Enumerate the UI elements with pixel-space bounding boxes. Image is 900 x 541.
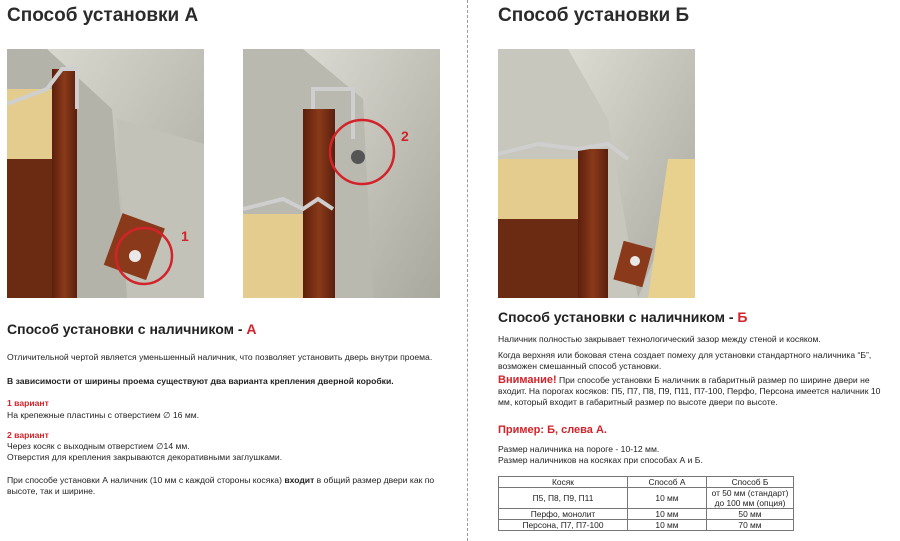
table-row: Персона, П7, П7-100 10 мм 70 мм xyxy=(499,520,794,531)
variant-2-title: 2 вариант xyxy=(7,430,49,440)
variant-2-marker: 2 xyxy=(401,128,409,144)
method-a-description: Отличительной чертой является уменьшенный наличник, что позволяет установить дверь внутри проема. xyxy=(7,352,433,362)
casing-size-table xyxy=(498,476,794,531)
method-b-description: Наличник полностью закрывает технологический зазор между стеной и косяком. xyxy=(498,334,821,344)
header-method-b: Способ Б xyxy=(707,477,794,488)
example-title: Пример: Б, слева А. xyxy=(498,424,607,436)
method-a-size-note: При способе установки А наличник (10 мм с каждой стороны косяка) входит в общий размер двери как по высоте, так и ширине. xyxy=(7,475,435,496)
method-b-subtitle: Способ установки с наличником - Б xyxy=(498,309,748,325)
variant-1-marker: 1 xyxy=(181,228,189,244)
variant-1-text: На крепежные пластины с отверстием ∅ 16 мм. xyxy=(7,410,200,420)
photo-method-b xyxy=(498,49,695,298)
variant-2-line1: Через косяк с выходным отверстием ∅14 мм. xyxy=(7,441,190,451)
variant-2-line2: Отверстия для крепления закрываются декоративными заглушками. xyxy=(7,452,283,462)
warning-label: Внимание! xyxy=(498,374,557,386)
table-row: П5, П8, П9, П11 10 мм от 50 мм (стандарт) до 100 мм (опция) xyxy=(499,488,794,509)
method-b-letter: Б xyxy=(737,309,748,325)
jamb-size-note: Размер наличников на косяках при способах А и Б. xyxy=(498,455,703,465)
section-b-title: Способ установки Б xyxy=(498,5,690,26)
section-divider xyxy=(467,0,468,541)
table-header-row xyxy=(499,477,794,488)
table-row: Перфо, монолит 10 мм 50 мм xyxy=(499,509,794,520)
photo-method-a-variant-2 xyxy=(243,49,440,298)
section-a-title: Способ установки А xyxy=(7,5,199,26)
threshold-size-note: Размер наличника на пороге - 10-12 мм. xyxy=(498,444,660,454)
method-a-letter: А xyxy=(246,321,257,337)
photo-method-a-variant-1 xyxy=(7,49,204,298)
header-jamb: Косяк xyxy=(499,477,628,488)
method-a-variants-intro: В зависимости от ширины проема существуют два варианта крепления дверной коробки. xyxy=(7,376,394,386)
header-method-a: Способ А xyxy=(628,477,707,488)
method-b-mixed-note: Когда верхняя или боковая стена создает помеху для установки стандартного наличника “Б”, возможен смешанный способ установки. xyxy=(498,350,872,371)
method-a-subtitle: Способ установки с наличником - А xyxy=(7,321,257,337)
method-b-warning: Внимание! При способе установки Б наличник в габаритный размер по ширине двери не входит. На порогах косяков: П5, П7, П8, П9, П11, П7-100, Перфо, Персона имеется наличник 10 мм, который входит в габаритный размер по высоте двери по высоте. xyxy=(498,374,881,407)
variant-1-title: 1 вариант xyxy=(7,398,49,408)
